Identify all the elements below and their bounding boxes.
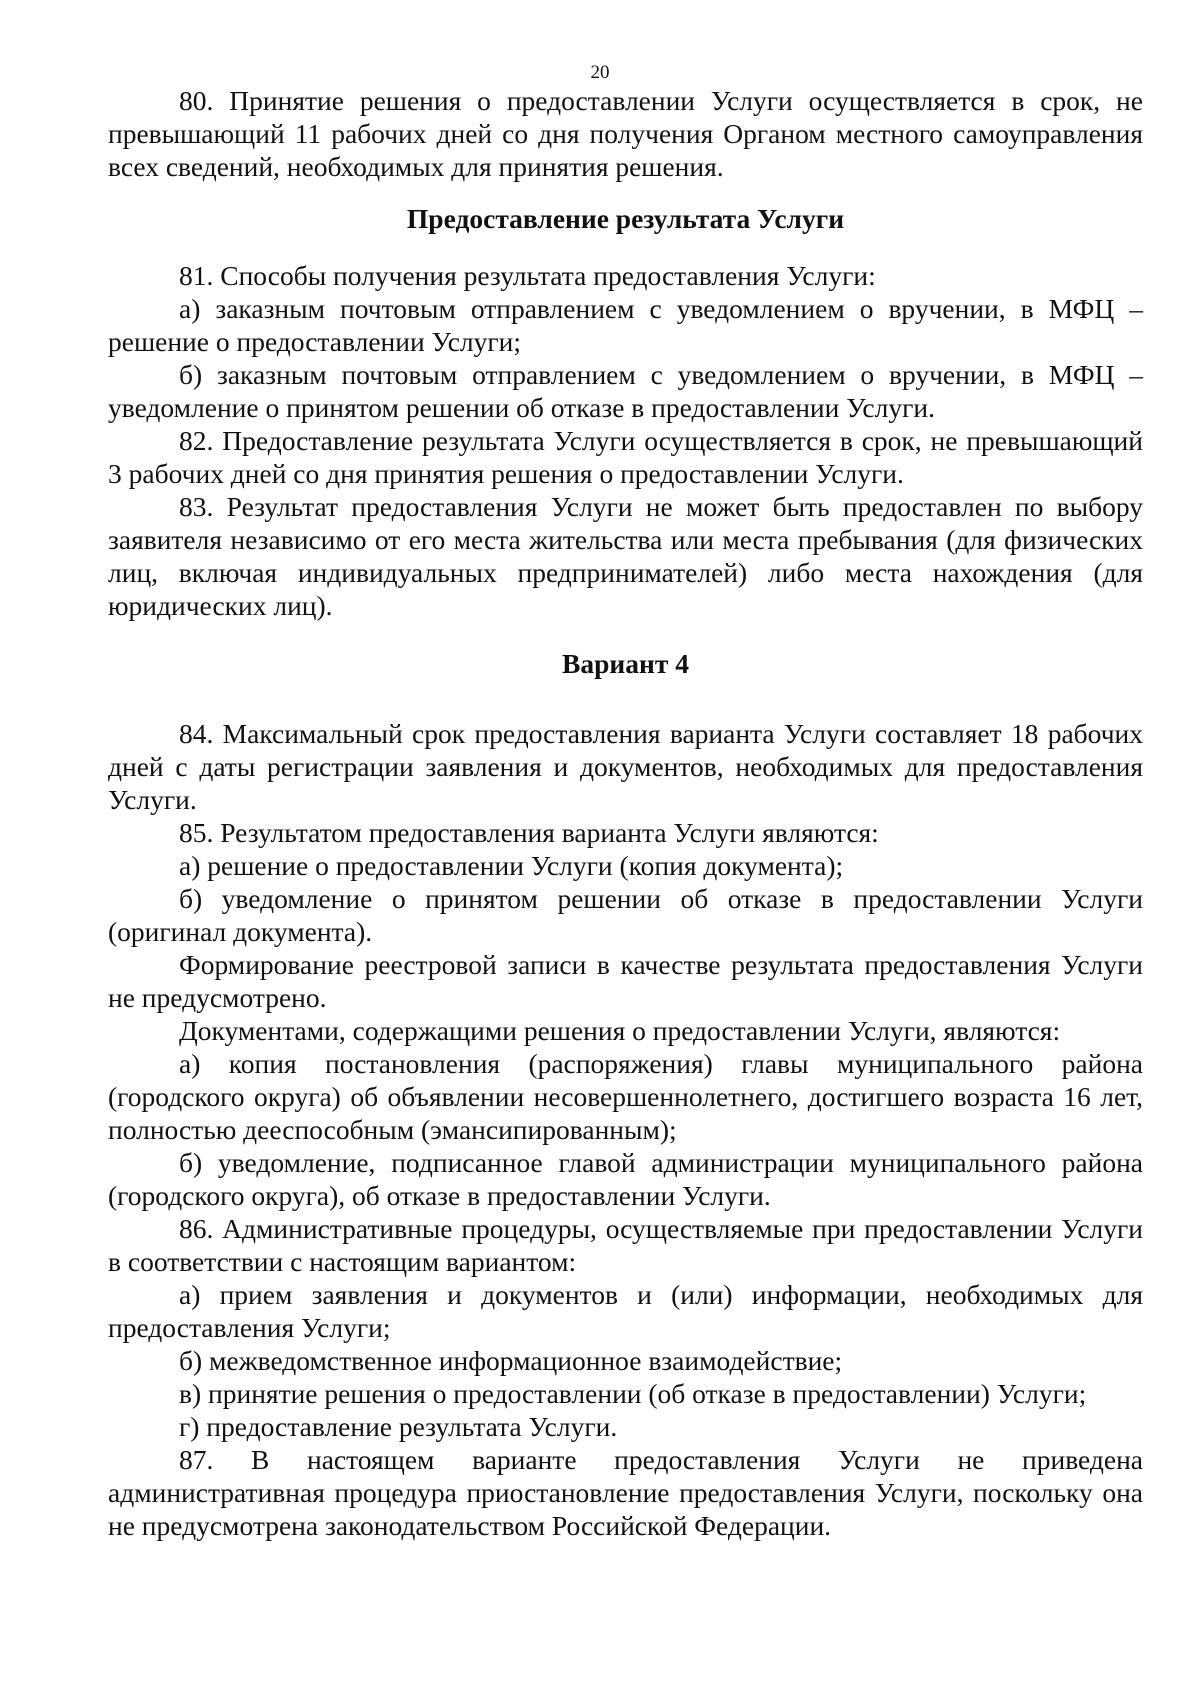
paragraph-84: 84. Максимальный срок предоставления варианта Услуги составляет 18 рабочих дней с даты регистрации заявления и документов, необходимых для предоставления Услуги. [108,718,1143,815]
paragraph-85: 85. Результатом предоставления варианта Услуги являются: [179,817,879,848]
paragraph-81: 81. Способы получения результата предоставления Услуги: [179,260,876,291]
paragraph-85-b: б) уведомление о принятом решении об отказе в предоставлении Услуги (оригинал документа). [108,883,1143,947]
paragraph-decision-documents: Документами, содержащими решения о предоставлении Услуги, являются: [179,1015,1061,1046]
paragraph-registry-note: Формирование реестровой записи в качестве результата предоставления Услуги не предусмотрено. [108,949,1143,1013]
paragraph-82: 82. Предоставление результата Услуги осуществляется в срок, не превышающий 3 рабочих дней со дня принятия решения о предоставлении Услуги. [108,425,1143,489]
paragraph-decision-documents-b: б) уведомление, подписанное главой администрации муниципального района (городского округа), об отказе в предоставлении Услуги. [108,1147,1143,1211]
document-body [108,84,1143,1542]
section-heading-result: Предоставление результата Услуги [406,203,845,234]
paragraph-86-c: в) принятие решения о предоставлении (об отказе в предоставлении) Услуги; [179,1378,1087,1409]
paragraph-80: 80. Принятие решения о предоставлении Услуги осуществляется в срок, не превышающий 11 рабочих дней со дня получения Органом местного самоуправления всех сведений, необходимых для принятия решения. [108,85,1143,182]
paragraph-85-a: а) решение о предоставлении Услуги (копия документа); [179,850,844,881]
section-heading-variant-4: Вариант 4 [562,648,689,679]
paragraph-83: 83. Результат предоставления Услуги не может быть предоставлен по выбору заявителя независимо от его места жительства или места пребывания (для физических лиц, включая индивидуальных предпринимателей) либо места нахождения (для юридических лиц). [108,491,1143,621]
paragraph-86-d: г) предоставление результата Услуги. [179,1411,618,1442]
paragraph-86-a: а) прием заявления и документов и (или) информации, необходимых для предоставления Услуги; [108,1279,1143,1343]
page-number: 20 [590,62,610,83]
paragraph-86: 86. Административные процедуры, осуществляемые при предоставлении Услуги в соответствии с настоящим вариантом: [108,1213,1143,1277]
paragraph-86-b: б) межведомственное информационное взаимодействие; [179,1345,843,1376]
paragraph-87: 87. В настоящем варианте предоставления Услуги не приведена административная процедура приостановление предоставления Услуги, поскольку она не предусмотрена законодательством Российской Федерации. [108,1444,1143,1541]
paragraph-81-a: а) заказным почтовым отправлением с уведомлением о вручении, в МФЦ – решение о предоставлении Услуги; [108,293,1143,357]
paragraph-81-b: б) заказным почтовым отправлением с уведомлением о вручении, в МФЦ – уведомление о принятом решении об отказе в предоставлении Услуги. [108,359,1143,423]
paragraph-decision-documents-a: а) копия постановления (распоряжения) главы муниципального района (городского округа) об объявлении несовершеннолетнего, достигшего возраста 16 лет, полностью дееспособным (эмансипированным); [108,1048,1143,1145]
